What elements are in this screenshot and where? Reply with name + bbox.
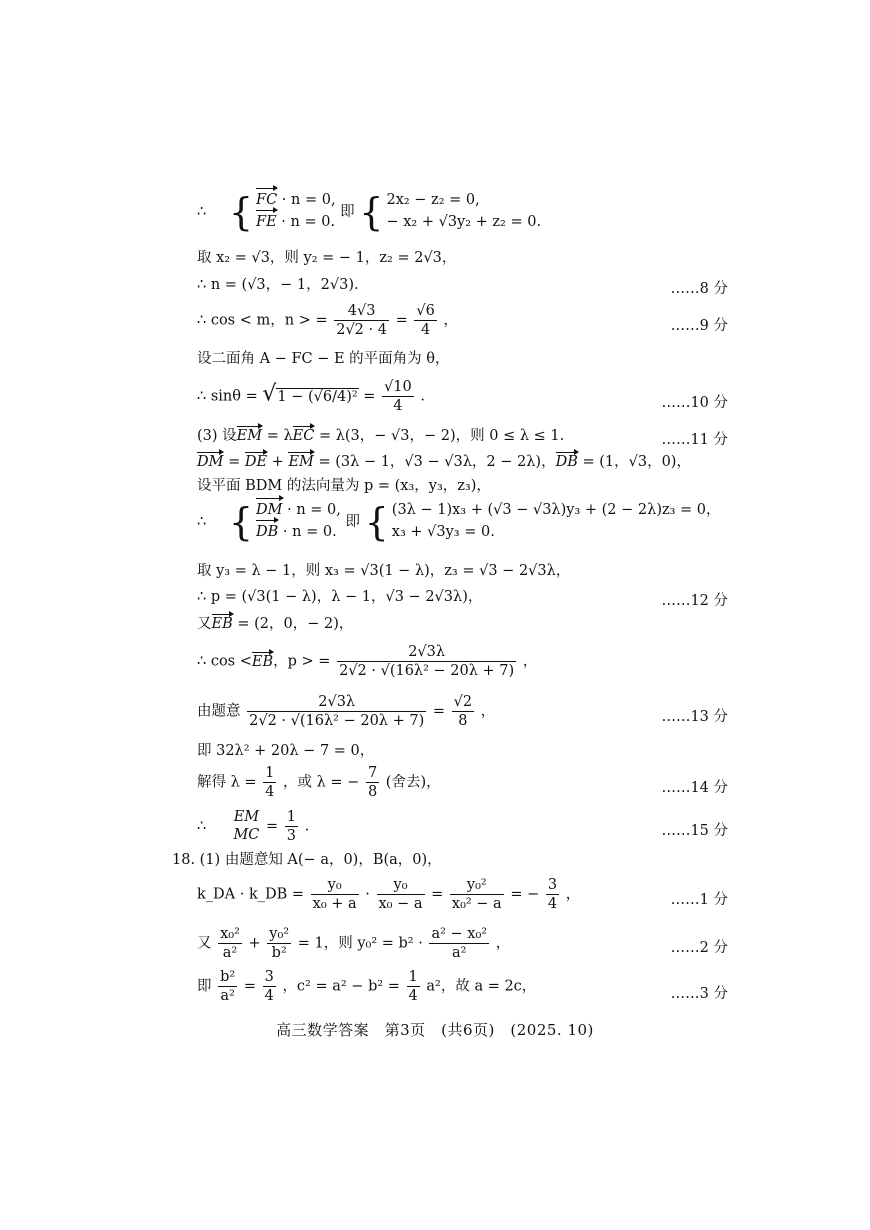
numerator: y₀	[311, 876, 359, 895]
denominator: 4	[265, 784, 275, 801]
fraction	[267, 925, 291, 962]
condition-equation	[197, 693, 495, 730]
text-line: 设平面 BDM 的法向量为 p = (x₃，y₃，z₃)，	[197, 478, 491, 494]
eq-part: +	[267, 454, 289, 470]
fraction	[263, 764, 276, 801]
eq-part: ∴ cos < m，n > =	[197, 312, 328, 329]
score-mark: ……11 分	[661, 432, 728, 448]
ratio-result	[197, 808, 309, 845]
system-left: { DM · n = 0, DB · n = 0.	[228, 499, 341, 544]
score-mark: ……2 分	[670, 940, 728, 956]
numerator: y₀²	[267, 925, 291, 944]
score-mark: ……8 分	[670, 281, 728, 297]
eq-part: ·	[365, 886, 370, 903]
vector-de: DE	[244, 454, 268, 470]
text-line: ∴ p = (√3(1 − λ)，λ − 1，√3 − 2√3λ)，	[197, 589, 483, 605]
numerator: √6	[414, 302, 436, 321]
eq-part: (舍去)，	[385, 774, 441, 791]
system-fc-fe	[197, 190, 541, 234]
score-mark: ……3 分	[670, 986, 728, 1002]
equation: (3λ − 1)x₃ + (√3 − √3λ)y₃ + (2 − 2λ)z₃ = 0，	[391, 502, 721, 518]
numerator: y₀²	[450, 876, 504, 895]
question-18-heading: 18. (1) 由题意知 A(− a，0)，B(a，0)，	[172, 852, 442, 868]
fraction	[218, 968, 237, 1005]
eq-part: = (1，√3，0)，	[577, 454, 691, 470]
therefore-symbol: ∴	[197, 203, 207, 220]
numerator: 7	[366, 764, 379, 783]
fraction	[337, 643, 516, 680]
eq-part: ，	[565, 886, 581, 903]
therefore-symbol: ∴	[197, 513, 207, 530]
eq-part: 又	[197, 935, 212, 952]
eq-part: ，p > =	[273, 653, 331, 670]
fraction	[311, 876, 359, 913]
denominator: a²	[222, 945, 238, 962]
numerator: 1	[263, 764, 276, 783]
denominator: 2√2 · 4	[336, 322, 387, 339]
numerator: 3	[546, 876, 559, 895]
eccentricity-relation	[197, 968, 536, 1005]
numerator: 3	[263, 968, 276, 987]
eq-part: ，	[522, 653, 538, 670]
score-mark: ……1 分	[670, 892, 728, 908]
numerator: √2	[452, 693, 474, 712]
numerator: b²	[218, 968, 237, 987]
text-line: 即 32λ² + 20λ − 7 = 0，	[197, 743, 375, 759]
numerator: 4√3	[334, 302, 389, 321]
score-mark: ……13 分	[661, 709, 728, 725]
ji-word: 即	[345, 513, 360, 530]
therefore-symbol: ∴	[197, 818, 207, 835]
score-mark: ……14 分	[661, 780, 728, 796]
eq-part: ，	[495, 935, 511, 952]
vector-eb: EB	[251, 653, 274, 670]
numerator: 1	[407, 968, 420, 987]
vector-eb-line	[197, 616, 353, 633]
eq-part: 即	[197, 978, 212, 995]
text-line: 取 x₂ = √3，则 y₂ = − 1，z₂ = 2√3，	[197, 250, 457, 266]
eq-part: · n = 0,	[277, 192, 336, 208]
numerator: y₀	[377, 876, 425, 895]
system-right: { 2x₂ − z₂ = 0, − x₂ + √3y₂ + z₂ = 0.	[359, 189, 542, 234]
vector-db: DB	[256, 522, 278, 544]
fraction	[334, 302, 389, 339]
vector-fc: FC	[256, 190, 277, 212]
fraction	[429, 925, 489, 962]
vector-em: EM	[288, 454, 314, 470]
numerator: x₀²	[218, 925, 242, 944]
numerator: 2√3λ	[247, 693, 426, 712]
sin-theta	[197, 378, 425, 415]
vector-em: EM	[236, 428, 263, 444]
eq-part: .	[304, 818, 310, 835]
denominator: MC	[233, 826, 260, 843]
vector-dm: DM	[197, 454, 224, 470]
sqrt-sign: √	[262, 381, 277, 407]
score-mark: ……10 分	[661, 395, 728, 411]
eq-part: =	[223, 454, 245, 470]
vector-dm-line	[197, 454, 691, 471]
eq-part: · n = 0.	[276, 213, 336, 230]
denominator: x₀ − a	[378, 896, 423, 913]
fraction	[218, 925, 242, 962]
eq-part: (3) 设	[197, 428, 237, 444]
fraction	[285, 808, 298, 845]
vector-db: DB	[555, 454, 578, 470]
eq-part: +	[248, 935, 261, 952]
eq-part: ，	[480, 703, 496, 720]
text-line: 设二面角 A − FC − E 的平面角为 θ，	[197, 351, 450, 367]
fraction	[414, 302, 436, 339]
denominator: 4	[393, 398, 403, 415]
numerator: a² − x₀²	[429, 925, 489, 944]
denominator: 4	[420, 322, 431, 339]
fraction	[247, 693, 426, 730]
denominator: a²	[452, 945, 467, 962]
denominator: 8	[367, 784, 378, 801]
page-footer: 高三数学答案 第3页 (共6页) (2025. 10)	[276, 1021, 594, 1039]
eq-part: = λ	[262, 428, 293, 444]
radicand: 1 − (√6/4)²	[277, 388, 358, 405]
denominator: 2√2 · √(16λ² − 20λ + 7)	[339, 663, 515, 680]
vector-fe: FE	[256, 212, 277, 234]
eq-part: ，或 λ = −	[283, 774, 360, 791]
score-mark: ……15 分	[661, 823, 728, 839]
ellipse-equation	[197, 925, 510, 962]
equation: − x₂ + √3y₂ + z₂ = 0.	[386, 213, 542, 230]
denominator: 8	[458, 713, 468, 730]
denominator: 4	[264, 988, 274, 1005]
equation: 2x₂ − z₂ = 0,	[386, 192, 480, 208]
eq-part: =	[243, 978, 256, 995]
slope-product	[197, 876, 580, 913]
eq-part: = −	[510, 886, 540, 903]
fraction	[546, 876, 559, 913]
eq-part: =	[431, 886, 444, 903]
eq-part: ∴ cos <	[197, 653, 252, 670]
fraction	[452, 693, 474, 730]
vector-eb: EB	[211, 616, 233, 632]
eq-part: = (2，0，− 2)，	[232, 616, 354, 632]
eq-part: ，	[443, 312, 458, 329]
cos-m-n	[197, 302, 458, 339]
denominator: b²	[271, 945, 287, 962]
fraction	[263, 968, 276, 1005]
system-dm-db	[197, 500, 721, 544]
eq-part: · n = 0,	[282, 502, 341, 518]
solve-lambda	[197, 764, 441, 801]
eq-part: 解得 λ =	[197, 774, 257, 791]
equation: x₃ + √3y₃ = 0.	[391, 523, 495, 540]
fraction	[377, 876, 425, 913]
eq-part: k_DA · k_DB =	[197, 886, 305, 903]
system-right: { (3λ − 1)x₃ + (√3 − √3λ)y₃ + (2 − 2λ)z₃ = 0， x₃ + √3y₃ = 0.	[364, 499, 721, 544]
fraction	[450, 876, 504, 913]
eq-part: 又	[197, 616, 212, 632]
numerator: EM	[233, 809, 260, 826]
numerator: 1	[285, 808, 298, 827]
denominator: 2√2 · √(16λ² − 20λ + 7)	[249, 713, 425, 730]
text-line: ∴ n = (√3，− 1，2√3).	[197, 277, 359, 293]
system-left: { FC · n = 0, FE · n = 0.	[228, 189, 336, 234]
denominator: 4	[408, 988, 418, 1005]
eq-part: 由题意	[197, 703, 241, 720]
fraction	[382, 378, 414, 415]
denominator: x₀² − a	[451, 896, 502, 913]
ji-word: 即	[340, 203, 355, 220]
numerator: 2√3λ	[337, 643, 516, 662]
vector-dm: DM	[256, 500, 282, 522]
denominator: a²	[220, 988, 235, 1005]
eq-part: ∴ sinθ =	[197, 388, 258, 405]
eq-part: ，c² = a² − b² =	[282, 978, 400, 995]
eq-part: .	[420, 388, 425, 405]
fraction	[407, 968, 420, 1005]
eq-part: · n = 0.	[278, 523, 337, 540]
eq-part: = (3λ − 1，√3 − √3λ，2 − 2λ)，	[313, 454, 556, 470]
score-mark: ……12 分	[661, 593, 728, 609]
cos-eb-p	[197, 643, 537, 680]
eq-part: a²，故 a = 2c，	[426, 978, 537, 995]
vector-ec: EC	[292, 428, 315, 444]
part3-setup	[197, 428, 564, 445]
denominator: x₀ + a	[312, 896, 357, 913]
score-mark: ……9 分	[670, 318, 728, 334]
eq-part: = λ(3，− √3，− 2)，则 0 ≤ λ ≤ 1.	[314, 428, 565, 444]
eq-part: =	[432, 703, 446, 720]
denominator: 3	[286, 828, 297, 845]
numerator: √10	[382, 378, 414, 397]
fraction	[233, 809, 259, 844]
eq-part: = 1，则 y₀² = b² ·	[297, 935, 423, 952]
eq-part: =	[395, 312, 408, 329]
fraction	[366, 764, 379, 801]
eq-part: =	[266, 818, 279, 835]
eq-part: =	[363, 388, 376, 405]
denominator: 4	[547, 896, 558, 913]
text-line: 取 y₃ = λ − 1，则 x₃ = √3(1 − λ)，z₃ = √3 − 2√3λ，	[197, 563, 571, 579]
